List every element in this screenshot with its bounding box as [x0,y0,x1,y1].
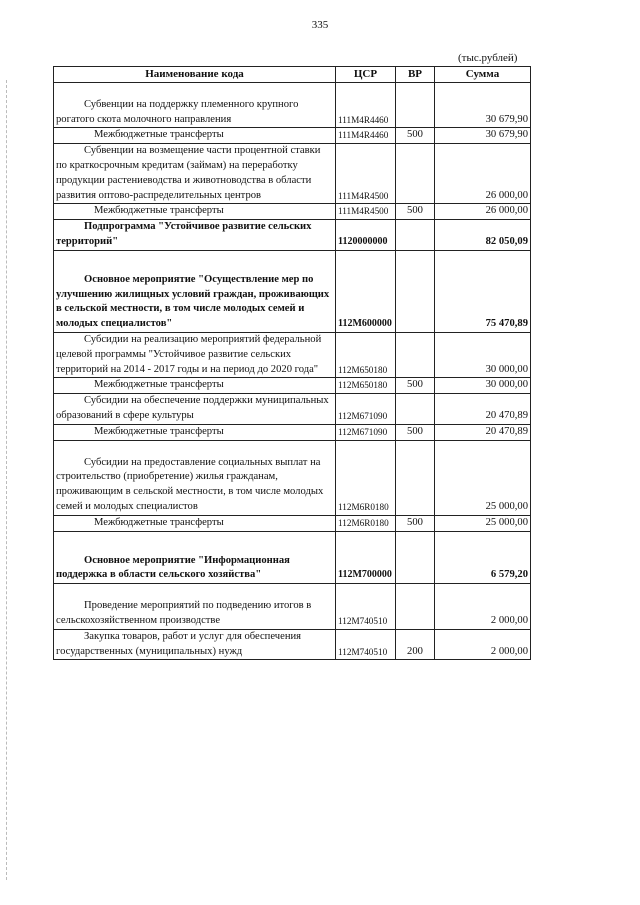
row-vr [396,144,435,204]
row-csr: 111M4R4500 [336,204,396,220]
row-sum: 6 579,20 [435,531,531,584]
row-vr: 500 [396,128,435,144]
row-vr [396,394,435,425]
header-sum: Сумма [435,67,531,83]
row-name: Субвенции на поддержку племенного крупного рогатого скота молочного направления [56,98,299,125]
scan-margin-line [6,80,8,880]
row-name: Субсидии на реализацию мероприятий федеральной целевой программы "Устойчивое развитие сельских территорий на 2014 - 2017 годы и на период до 2020 года" [56,333,322,375]
table-row [54,204,531,220]
row-name: Основное мероприятие "Информационная поддержка в области сельского хозяйства" [56,554,290,581]
row-vr: 500 [396,515,435,531]
table-row [54,82,531,128]
row-name: Межбюджетные трансферты [54,515,336,531]
table-row [54,144,531,204]
table-row [54,332,531,377]
table-row [54,220,531,251]
row-sum: 30 679,90 [435,82,531,128]
row-sum: 30 000,00 [435,378,531,394]
row-csr: 112M671090 [336,394,396,425]
budget-table [53,66,531,660]
row-csr: 112M650180 [336,378,396,394]
page-number: 335 [311,19,329,31]
row-name: Закупка товаров, работ и услуг для обеспечения государственных (муниципальных) нужд [56,630,302,657]
row-csr: 111M4R4500 [336,144,396,204]
row-sum: 25 000,00 [435,515,531,531]
row-csr: 112M700000 [336,531,396,584]
table-row [54,424,531,440]
row-name: Основное мероприятие "Осуществление мер по улучшению жилищных условий граждан, проживающих в сельской местности, в том числе молодых семей и молодых специалистов" [56,273,330,330]
row-name: Субсидии на обеспечение поддержки муниципальных образований в сфере культуры [56,395,329,421]
row-vr: 500 [396,424,435,440]
row-name: Субсидии на предоставление социальных выплат на строительство (приобретение) жилья гражданам, проживающим в сельской местности, в том числе молодых семей и молодых специалистов [56,456,324,512]
row-csr: 112M740510 [336,629,396,660]
row-sum: 2 000,00 [435,629,531,660]
table-row [54,250,531,332]
row-csr: 112M650180 [336,332,396,377]
row-name: Субвенции на возмещение части процентной ставки по краткосрочным кредитам (займам) на переработку продукции растениеводства и животноводства в области развития оптово-распределительных центров [56,145,321,201]
header-vr: ВР [396,67,435,83]
row-sum: 2 000,00 [435,584,531,630]
row-vr: 200 [396,629,435,660]
row-csr: 112M600000 [336,250,396,332]
row-sum: 75 470,89 [435,250,531,332]
row-name: Межбюджетные трансферты [54,204,336,220]
row-sum: 30 679,90 [435,128,531,144]
row-sum: 30 000,00 [435,332,531,377]
table-row [54,531,531,584]
row-csr: 1120000000 [336,220,396,251]
row-csr: 111M4R4460 [336,82,396,128]
row-csr: 111M4R4460 [336,128,396,144]
row-csr: 112M671090 [336,424,396,440]
row-name: Проведение мероприятий по подведению итогов в сельскохозяйственном производстве [56,600,312,626]
row-vr [396,440,435,515]
row-sum: 26 000,00 [435,144,531,204]
row-name: Межбюджетные трансферты [54,128,336,144]
row-vr: 500 [396,204,435,220]
row-name: Межбюджетные трансферты [54,378,336,394]
row-csr: 112M6R0180 [336,515,396,531]
table-header-row [54,67,531,83]
row-csr: 112M6R0180 [336,440,396,515]
row-vr [396,82,435,128]
row-vr [396,584,435,630]
row-csr: 112M740510 [336,584,396,630]
table-row [54,584,531,630]
row-vr: 500 [396,378,435,394]
table-row [54,440,531,515]
row-name: Подпрограмма "Устойчивое развитие сельских территорий" [56,221,312,247]
row-sum: 25 000,00 [435,440,531,515]
units-label: (тыс.рублей) [458,52,518,64]
table-row [54,378,531,394]
header-csr: ЦСР [336,67,396,83]
row-sum: 82 050,09 [435,220,531,251]
table-row [54,128,531,144]
row-vr [396,332,435,377]
row-vr [396,250,435,332]
row-sum: 20 470,89 [435,394,531,425]
row-sum: 20 470,89 [435,424,531,440]
table-row [54,629,531,660]
table-row [54,394,531,425]
row-vr [396,220,435,251]
row-vr [396,531,435,584]
row-sum: 26 000,00 [435,204,531,220]
row-name: Межбюджетные трансферты [54,424,336,440]
header-name: Наименование кода [54,67,336,83]
table-row [54,515,531,531]
